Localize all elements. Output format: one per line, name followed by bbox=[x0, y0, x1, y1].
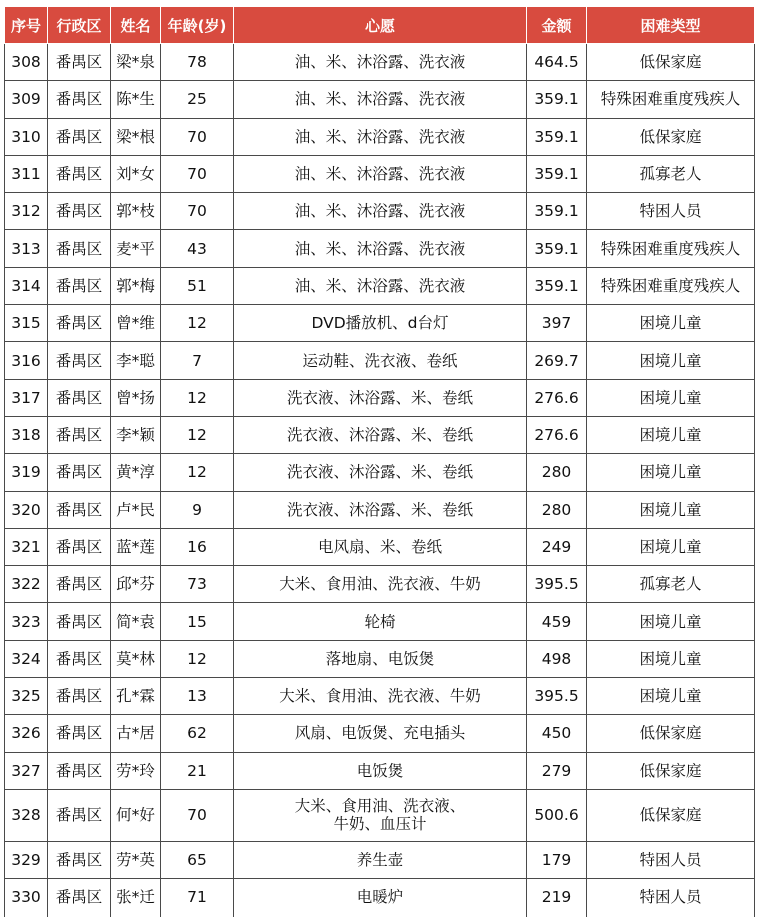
hardship-type-cell: 困境儿童 bbox=[587, 305, 755, 342]
age-cell: 12 bbox=[161, 379, 234, 416]
age-cell: 16 bbox=[161, 528, 234, 565]
district-cell: 番禺区 bbox=[48, 193, 111, 230]
amount-cell: 359.1 bbox=[527, 81, 587, 118]
index-cell: 314 bbox=[5, 267, 48, 304]
index-cell: 327 bbox=[5, 752, 48, 789]
district-cell: 番禺区 bbox=[48, 715, 111, 752]
age-cell: 12 bbox=[161, 305, 234, 342]
age-cell: 12 bbox=[161, 454, 234, 491]
amount-cell: 359.1 bbox=[527, 118, 587, 155]
wish-cell: 油、米、沐浴露、洗衣液 bbox=[234, 193, 527, 230]
amount-cell: 464.5 bbox=[527, 44, 587, 81]
index-cell: 325 bbox=[5, 678, 48, 715]
index-cell: 308 bbox=[5, 44, 48, 81]
wish-cell: 油、米、沐浴露、洗衣液 bbox=[234, 44, 527, 81]
table-row bbox=[5, 454, 755, 491]
district-cell: 番禺区 bbox=[48, 230, 111, 267]
wish-cell: 大米、食用油、洗衣液、牛奶 bbox=[234, 566, 527, 603]
name-cell: 孔*霖 bbox=[111, 678, 161, 715]
amount-cell: 395.5 bbox=[527, 678, 587, 715]
table-row bbox=[5, 118, 755, 155]
name-cell: 卢*民 bbox=[111, 491, 161, 528]
amount-cell: 500.6 bbox=[527, 789, 587, 841]
amount-cell: 279 bbox=[527, 752, 587, 789]
amount-cell: 280 bbox=[527, 454, 587, 491]
header-wish: 心愿 bbox=[234, 7, 527, 44]
hardship-type-cell: 困境儿童 bbox=[587, 678, 755, 715]
name-cell: 邱*芬 bbox=[111, 566, 161, 603]
table-row bbox=[5, 44, 755, 81]
age-cell: 43 bbox=[161, 230, 234, 267]
header-index: 序号 bbox=[5, 7, 48, 44]
header-district: 行政区 bbox=[48, 7, 111, 44]
name-cell: 何*好 bbox=[111, 789, 161, 841]
age-cell: 21 bbox=[161, 752, 234, 789]
district-cell: 番禺区 bbox=[48, 566, 111, 603]
index-cell: 310 bbox=[5, 118, 48, 155]
hardship-type-cell: 困境儿童 bbox=[587, 416, 755, 453]
header-hardship-type: 困难类型 bbox=[587, 7, 755, 44]
hardship-type-cell: 低保家庭 bbox=[587, 118, 755, 155]
wish-table bbox=[4, 6, 755, 917]
index-cell: 315 bbox=[5, 305, 48, 342]
name-cell: 梁*根 bbox=[111, 118, 161, 155]
wish-cell: 电风扇、米、卷纸 bbox=[234, 528, 527, 565]
name-cell: 郭*枝 bbox=[111, 193, 161, 230]
table-row bbox=[5, 416, 755, 453]
table-row bbox=[5, 603, 755, 640]
hardship-type-cell: 困境儿童 bbox=[587, 379, 755, 416]
name-cell: 张*迁 bbox=[111, 879, 161, 916]
header-row bbox=[5, 7, 755, 44]
age-cell: 7 bbox=[161, 342, 234, 379]
amount-cell: 359.1 bbox=[527, 230, 587, 267]
hardship-type-cell: 孤寡老人 bbox=[587, 155, 755, 192]
age-cell: 25 bbox=[161, 81, 234, 118]
district-cell: 番禺区 bbox=[48, 155, 111, 192]
hardship-type-cell: 困境儿童 bbox=[587, 603, 755, 640]
amount-cell: 450 bbox=[527, 715, 587, 752]
amount-cell: 276.6 bbox=[527, 416, 587, 453]
index-cell: 323 bbox=[5, 603, 48, 640]
age-cell: 70 bbox=[161, 155, 234, 192]
header-amount: 金额 bbox=[527, 7, 587, 44]
hardship-type-cell: 孤寡老人 bbox=[587, 566, 755, 603]
name-cell: 蓝*莲 bbox=[111, 528, 161, 565]
hardship-type-cell: 特困人员 bbox=[587, 193, 755, 230]
hardship-type-cell: 低保家庭 bbox=[587, 752, 755, 789]
amount-cell: 498 bbox=[527, 640, 587, 677]
hardship-type-cell: 特困人员 bbox=[587, 879, 755, 916]
name-cell: 郭*梅 bbox=[111, 267, 161, 304]
name-cell: 古*居 bbox=[111, 715, 161, 752]
hardship-type-cell: 特殊困难重度残疾人 bbox=[587, 81, 755, 118]
district-cell: 番禺区 bbox=[48, 416, 111, 453]
name-cell: 李*聪 bbox=[111, 342, 161, 379]
district-cell: 番禺区 bbox=[48, 640, 111, 677]
amount-cell: 276.6 bbox=[527, 379, 587, 416]
index-cell: 324 bbox=[5, 640, 48, 677]
district-cell: 番禺区 bbox=[48, 454, 111, 491]
district-cell: 番禺区 bbox=[48, 118, 111, 155]
table-row bbox=[5, 342, 755, 379]
hardship-type-cell: 低保家庭 bbox=[587, 715, 755, 752]
hardship-type-cell: 困境儿童 bbox=[587, 342, 755, 379]
table-row bbox=[5, 193, 755, 230]
hardship-type-cell: 特困人员 bbox=[587, 841, 755, 878]
district-cell: 番禺区 bbox=[48, 528, 111, 565]
district-cell: 番禺区 bbox=[48, 752, 111, 789]
table-row bbox=[5, 491, 755, 528]
age-cell: 62 bbox=[161, 715, 234, 752]
name-cell: 莫*林 bbox=[111, 640, 161, 677]
index-cell: 321 bbox=[5, 528, 48, 565]
wish-cell: 油、米、沐浴露、洗衣液 bbox=[234, 118, 527, 155]
wish-cell: 大米、食用油、洗衣液、 牛奶、血压计 bbox=[234, 789, 527, 841]
amount-cell: 219 bbox=[527, 879, 587, 916]
age-cell: 51 bbox=[161, 267, 234, 304]
amount-cell: 459 bbox=[527, 603, 587, 640]
wish-cell: 大米、食用油、洗衣液、牛奶 bbox=[234, 678, 527, 715]
district-cell: 番禺区 bbox=[48, 841, 111, 878]
amount-cell: 249 bbox=[527, 528, 587, 565]
index-cell: 320 bbox=[5, 491, 48, 528]
name-cell: 曾*维 bbox=[111, 305, 161, 342]
district-cell: 番禺区 bbox=[48, 491, 111, 528]
hardship-type-cell: 困境儿童 bbox=[587, 640, 755, 677]
wish-cell: 洗衣液、沐浴露、米、卷纸 bbox=[234, 379, 527, 416]
table-row bbox=[5, 640, 755, 677]
amount-cell: 269.7 bbox=[527, 342, 587, 379]
index-cell: 328 bbox=[5, 789, 48, 841]
header-age: 年龄(岁) bbox=[161, 7, 234, 44]
district-cell: 番禺区 bbox=[48, 305, 111, 342]
hardship-type-cell: 困境儿童 bbox=[587, 454, 755, 491]
amount-cell: 395.5 bbox=[527, 566, 587, 603]
index-cell: 329 bbox=[5, 841, 48, 878]
name-cell: 黄*淳 bbox=[111, 454, 161, 491]
age-cell: 70 bbox=[161, 789, 234, 841]
index-cell: 322 bbox=[5, 566, 48, 603]
district-cell: 番禺区 bbox=[48, 81, 111, 118]
table-row bbox=[5, 566, 755, 603]
district-cell: 番禺区 bbox=[48, 267, 111, 304]
header-name: 姓名 bbox=[111, 7, 161, 44]
district-cell: 番禺区 bbox=[48, 342, 111, 379]
wish-cell: 油、米、沐浴露、洗衣液 bbox=[234, 81, 527, 118]
table-row bbox=[5, 879, 755, 916]
wish-cell: 油、米、沐浴露、洗衣液 bbox=[234, 155, 527, 192]
index-cell: 326 bbox=[5, 715, 48, 752]
wish-cell: 油、米、沐浴露、洗衣液 bbox=[234, 267, 527, 304]
district-cell: 番禺区 bbox=[48, 603, 111, 640]
name-cell: 麦*平 bbox=[111, 230, 161, 267]
name-cell: 李*颖 bbox=[111, 416, 161, 453]
age-cell: 12 bbox=[161, 640, 234, 677]
table-row bbox=[5, 789, 755, 841]
table-row bbox=[5, 267, 755, 304]
table-row bbox=[5, 379, 755, 416]
name-cell: 劳*英 bbox=[111, 841, 161, 878]
wish-cell: 轮椅 bbox=[234, 603, 527, 640]
wish-cell: 养生壶 bbox=[234, 841, 527, 878]
wish-cell: 落地扇、电饭煲 bbox=[234, 640, 527, 677]
name-cell: 简*袁 bbox=[111, 603, 161, 640]
amount-cell: 179 bbox=[527, 841, 587, 878]
age-cell: 15 bbox=[161, 603, 234, 640]
name-cell: 陈*生 bbox=[111, 81, 161, 118]
table-row bbox=[5, 841, 755, 878]
name-cell: 梁*泉 bbox=[111, 44, 161, 81]
index-cell: 313 bbox=[5, 230, 48, 267]
index-cell: 318 bbox=[5, 416, 48, 453]
name-cell: 劳*玲 bbox=[111, 752, 161, 789]
table-body bbox=[5, 44, 755, 917]
age-cell: 71 bbox=[161, 879, 234, 916]
hardship-type-cell: 低保家庭 bbox=[587, 44, 755, 81]
wish-cell: 油、米、沐浴露、洗衣液 bbox=[234, 230, 527, 267]
hardship-type-cell: 困境儿童 bbox=[587, 528, 755, 565]
index-cell: 317 bbox=[5, 379, 48, 416]
amount-cell: 359.1 bbox=[527, 155, 587, 192]
wish-cell: 洗衣液、沐浴露、米、卷纸 bbox=[234, 416, 527, 453]
table-row bbox=[5, 155, 755, 192]
table-row bbox=[5, 752, 755, 789]
name-cell: 曾*扬 bbox=[111, 379, 161, 416]
district-cell: 番禺区 bbox=[48, 379, 111, 416]
age-cell: 65 bbox=[161, 841, 234, 878]
district-cell: 番禺区 bbox=[48, 879, 111, 916]
age-cell: 9 bbox=[161, 491, 234, 528]
age-cell: 73 bbox=[161, 566, 234, 603]
index-cell: 316 bbox=[5, 342, 48, 379]
age-cell: 78 bbox=[161, 44, 234, 81]
index-cell: 309 bbox=[5, 81, 48, 118]
table-row bbox=[5, 81, 755, 118]
district-cell: 番禺区 bbox=[48, 678, 111, 715]
wish-cell: 洗衣液、沐浴露、米、卷纸 bbox=[234, 454, 527, 491]
wish-cell: DVD播放机、d台灯 bbox=[234, 305, 527, 342]
index-cell: 330 bbox=[5, 879, 48, 916]
age-cell: 12 bbox=[161, 416, 234, 453]
index-cell: 312 bbox=[5, 193, 48, 230]
amount-cell: 280 bbox=[527, 491, 587, 528]
hardship-type-cell: 困境儿童 bbox=[587, 491, 755, 528]
age-cell: 13 bbox=[161, 678, 234, 715]
district-cell: 番禺区 bbox=[48, 789, 111, 841]
age-cell: 70 bbox=[161, 193, 234, 230]
table-row bbox=[5, 305, 755, 342]
amount-cell: 397 bbox=[527, 305, 587, 342]
table-row bbox=[5, 528, 755, 565]
age-cell: 70 bbox=[161, 118, 234, 155]
index-cell: 319 bbox=[5, 454, 48, 491]
table-row bbox=[5, 715, 755, 752]
hardship-type-cell: 低保家庭 bbox=[587, 789, 755, 841]
table-row bbox=[5, 678, 755, 715]
wish-cell: 洗衣液、沐浴露、米、卷纸 bbox=[234, 491, 527, 528]
wish-cell: 风扇、电饭煲、充电插头 bbox=[234, 715, 527, 752]
name-cell: 刘*女 bbox=[111, 155, 161, 192]
amount-cell: 359.1 bbox=[527, 267, 587, 304]
table-row bbox=[5, 230, 755, 267]
wish-cell: 电饭煲 bbox=[234, 752, 527, 789]
wish-cell: 运动鞋、洗衣液、卷纸 bbox=[234, 342, 527, 379]
hardship-type-cell: 特殊困难重度残疾人 bbox=[587, 230, 755, 267]
wish-cell: 电暖炉 bbox=[234, 879, 527, 916]
index-cell: 311 bbox=[5, 155, 48, 192]
hardship-type-cell: 特殊困难重度残疾人 bbox=[587, 267, 755, 304]
amount-cell: 359.1 bbox=[527, 193, 587, 230]
district-cell: 番禺区 bbox=[48, 44, 111, 81]
